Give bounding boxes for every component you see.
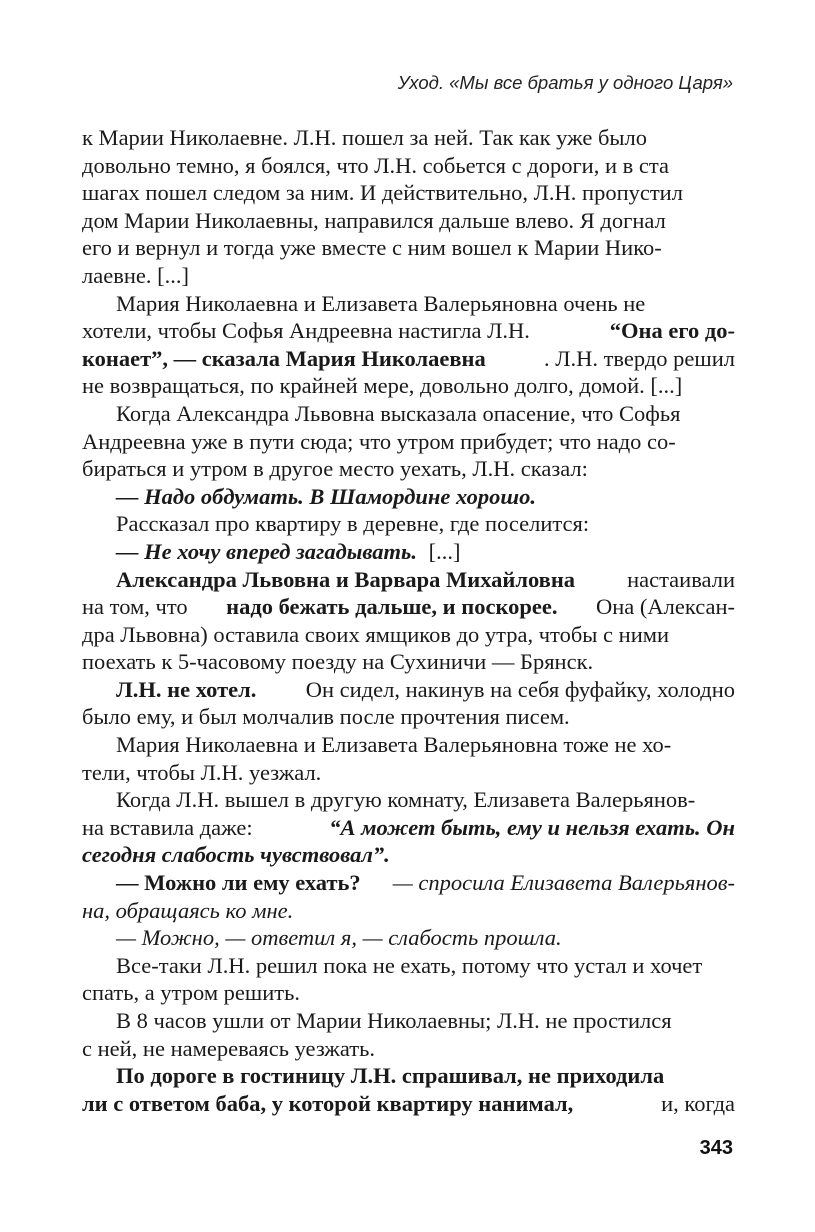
text-line: Когда Александра Львовна высказала опасение, что Софья: [116, 400, 681, 426]
text-line: шагах пошел следом за ним. И действительно, Л.Н. пропустил: [82, 180, 683, 206]
text-line: Мария Николаевна и Елизавета Валерьяновна очень не: [116, 290, 646, 316]
text-line: В 8 часов ушли от Марии Николаевны; Л.Н. не простился: [116, 1008, 672, 1033]
text-line: Л.Н. не хотел. Он сидел, накинув на себя фуфайку, холодно: [116, 676, 735, 702]
text-line: — Можно ли ему ехать? — спросила Елизавета Валерьянов-: [116, 870, 735, 896]
text-line: дра Львовна) оставила своих ямщиков до утра, чтобы с ними: [82, 621, 670, 647]
text-line: Андреевна уже в пути сюда; что утром прибудет; что надо со-: [82, 428, 676, 454]
text-line: — Надо обдумать. В Шамордине хорошо.: [116, 483, 537, 509]
text-line: лаевне. [...]: [82, 262, 189, 288]
text-line: ли с ответом баба, у которой квартиру нанимал, и, когда: [82, 1090, 735, 1116]
text-line: Рассказал про квартиру в деревне, где поселится:: [116, 511, 590, 537]
running-header: Уход. «Мы все братья у одного Царя»: [397, 72, 733, 93]
text-line: его и вернул и тогда уже вместе с ним вошел к Марии Нико-: [82, 235, 662, 261]
text-line: Все-таки Л.Н. решил пока не ехать, потому что устал и хочет: [116, 952, 703, 978]
text-line: Александра Львовна и Варвара Михайловна настаивали: [116, 566, 735, 592]
text-line: не возвращаться, по крайней мере, довольно долго, домой. [...]: [82, 373, 683, 399]
page-number: 343: [699, 1137, 733, 1159]
text-line: на вставила даже: “А может быть, ему и нельзя ехать. Он: [82, 814, 735, 840]
text-line: хотели, чтобы Софья Андреевна настигла Л.Н. “Она его до-: [82, 318, 735, 344]
text-line: довольно темно, я боялся, что Л.Н. собьется с дороги, и в ста: [82, 152, 669, 178]
body-text: [82, 124, 735, 1117]
text-line: было ему, и был молчалив после прочтения писем.: [82, 704, 570, 730]
text-line: к Марии Николаевне. Л.Н. пошел за ней. Так как уже было: [82, 125, 648, 150]
text-line: тели, чтобы Л.Н. уезжал.: [82, 759, 322, 785]
text-line: Когда Л.Н. вышел в другую комнату, Елизавета Валерьянов-: [116, 787, 696, 813]
text-line: дом Марии Николаевны, направился дальше влево. Я догнал: [82, 207, 666, 233]
text-line: на, обращаясь ко мне.: [82, 897, 294, 923]
text-line: сегодня слабость чувствовал”.: [82, 842, 390, 868]
text-line: бираться и утром в другое место уехать, Л.Н. сказал:: [82, 456, 588, 482]
text-line: спать, а утром решить.: [82, 980, 301, 1006]
text-line: Мария Николаевна и Елизавета Валерьяновна тоже не хо-: [116, 732, 672, 758]
text-line: — Не хочу вперед загадывать. [...]: [116, 538, 461, 564]
text-line: поехать к 5-часовому поезду на Сухиничи — Брянск.: [82, 649, 594, 675]
text-line: на том, что надо бежать дальше, и поскорее. Она (Алексан-: [82, 594, 735, 620]
text-line: — Можно, — ответил я, — слабость прошла.: [116, 925, 562, 951]
text-line: с ней, не намереваясь уезжать.: [82, 1035, 375, 1061]
text-line: По дороге в гостиницу Л.Н. спрашивал, не приходила: [116, 1063, 665, 1089]
text-line: конает”, — сказала Мария Николаевна . Л.Н. твердо решил: [82, 345, 735, 371]
